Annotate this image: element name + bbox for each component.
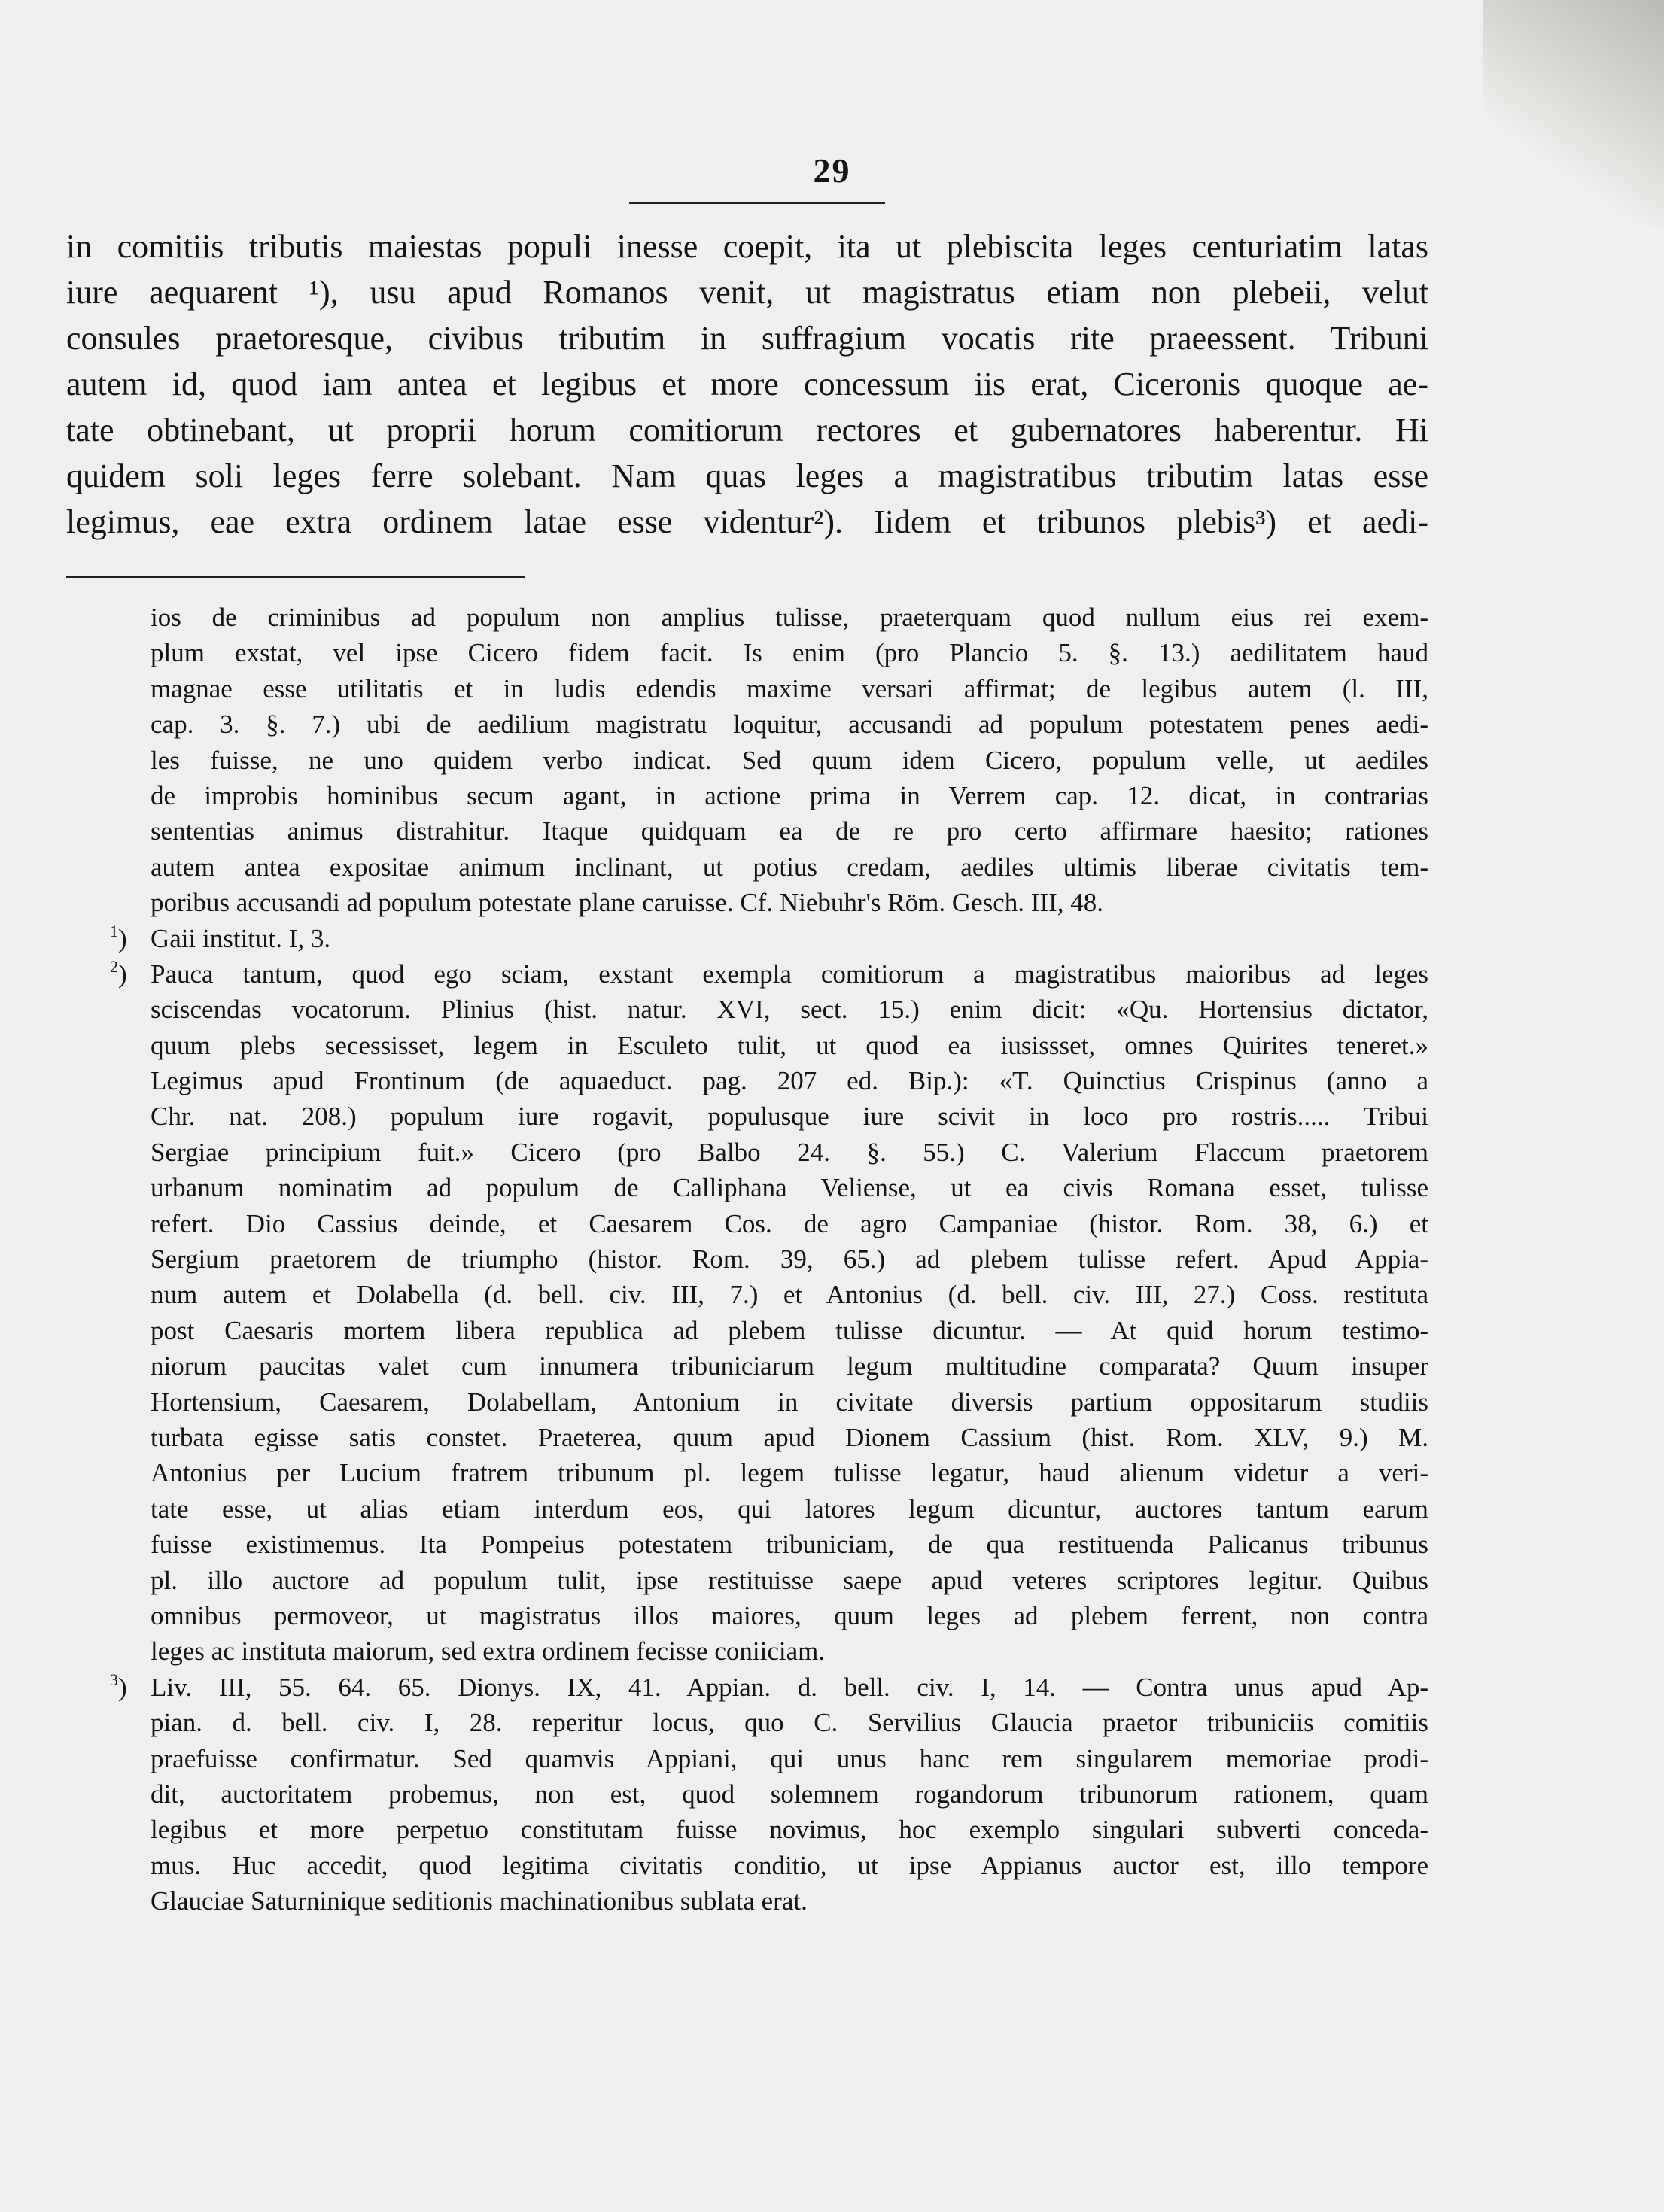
page-number: 29 xyxy=(813,151,851,190)
footnote-line: legibus et more perpetuo constitutam fuisse novimus, hoc exemplo singulari subverti conceda- xyxy=(151,1815,1428,1845)
footnote-separator xyxy=(66,576,525,578)
footnote-line: les fuisse, ne uno quidem verbo indicat. Sed quum idem Cicero, populum velle, ut aediles xyxy=(151,745,1428,775)
main-text xyxy=(66,223,1428,545)
footnote-line: Hortensium, Caesarem, Dolabellam, Antonium in civitate diversis partium oppositarum studiis xyxy=(151,1387,1428,1417)
footnote-line: dit, auctoritatem probemus, non est, quod solemnem rogandorum tribunorum rationem, quam xyxy=(151,1779,1428,1809)
footnote-line: Pauca tantum, quod ego sciam, exstant exempla comitiorum a magistratibus maioribus ad leges xyxy=(151,959,1428,989)
footnote-line: Antonius per Lucium fratrem tribunum pl. legem tulisse legatur, haud alienum videtur a veri- xyxy=(151,1458,1428,1488)
footnote-line: pian. d. bell. civ. I, 28. reperitur locus, quo C. Servilius Glaucia praetor tribuniciis comitiis xyxy=(151,1708,1428,1738)
footnote-line: pl. illo auctore ad populum tulit, ipse restituisse saepe apud veteres scriptores legitur. Quibus xyxy=(151,1565,1428,1595)
footnote-1 xyxy=(66,921,1428,956)
footnote-line: cap. 3. §. 7.) ubi de aedilium magistratu loquitur, accusandi ad populum potestatem penes aedi- xyxy=(151,709,1428,740)
footnote-line: quum plebs secessisset, legem in Esculeto tulit, ut quod ea iusissset, omnes Quirites teneret.» xyxy=(151,1030,1428,1060)
footnote-line: Legimus apud Frontinum (de aquaeduct. pag. 207 ed. Bip.): «T. Quinctius Crispinus (anno a xyxy=(151,1066,1428,1096)
footnote-line: turbata egisse satis constet. Praeterea, quum apud Dionem Cassium (hist. Rom. XLV, 9.) M. xyxy=(151,1422,1428,1452)
footnote-line: urbanum nominatim ad populum de Calliphana Veliense, ut ea civis Romana esset, tulisse xyxy=(151,1173,1428,1203)
footnote-line: refert. Dio Cassius deinde, et Caesarem Cos. de agro Campaniae (histor. Rom. 38, 6.) et xyxy=(151,1208,1428,1238)
footnote-marker: $^3$) xyxy=(110,1670,127,1702)
main-text-line: consules praetoresque, civibus tributim in suffragium vocatis rite praeessent. Tribuni xyxy=(66,320,1428,357)
footnote-line: Gaii institut. I, 3. xyxy=(151,923,331,953)
footnote-line: num autem et Dolabella (d. bell. civ. III, 7.) et Antonius (d. bell. civ. III, 27.) Coss. restituta xyxy=(151,1280,1428,1310)
footnote-line: Chr. nat. 208.) populum iure rogavit, populusque iure scivit in loco pro rostris..... Tribui xyxy=(151,1101,1428,1132)
footnote-line: mus. Huc accedit, quod legitima civitatis conditio, ut ipse Appianus auctor est, illo tempore xyxy=(151,1850,1428,1880)
footnote-line: sciscendas vocatorum. Plinius (hist. natur. XVI, sect. 15.) enim dicit: «Qu. Hortensius dictator, xyxy=(151,995,1428,1025)
footnote-line: leges ac instituta maiorum, sed extra ordinem fecisse coniiciam. xyxy=(151,1636,826,1667)
footnote-line: Sergium praetorem de triumpho (histor. Rom. 39, 65.) ad plebem tulisse refert. Apud Appia- xyxy=(151,1244,1428,1275)
main-text-line: tate obtinebant, ut proprii horum comitiorum rectores et gubernatores haberentur. Hi xyxy=(66,412,1428,448)
footnote-line: Sergiae principium fuit.» Cicero (pro Balbo 24. §. 55.) C. Valerium Flaccum praetorem xyxy=(151,1137,1428,1167)
footnote-line: sententias animus distrahitur. Itaque quidquam ea de re pro certo affirmare haesito; rationes xyxy=(151,816,1428,846)
footnote-line: Liv. III, 55. 64. 65. Dionys. IX, 41. Appian. d. bell. civ. I, 14. — Contra unus apud Ap- xyxy=(151,1672,1428,1702)
footnote-line: fuisse existimemus. Ita Pompeius potestatem tribuniciam, de qua restituenda Palicanus tribunus xyxy=(151,1530,1428,1560)
footnote-marker: $^1$) xyxy=(110,921,127,953)
main-text-line: autem id, quod iam antea et legibus et more concessum iis erat, Ciceronis quoque ae- xyxy=(66,366,1428,403)
footnote-2 xyxy=(66,956,1428,1670)
footnote-line: magnae esse utilitatis et in ludis edendis maxime versari affirmat; de legibus autem (l. III, xyxy=(151,673,1428,703)
footnote-line: praefuisse confirmatur. Sed quamvis Appiani, qui unus hanc rem singularem memoriae prodi- xyxy=(151,1743,1428,1773)
footnote-line: de improbis hominibus secum agant, in actione prima in Verrem cap. 12. dicat, in contrarias xyxy=(151,780,1428,810)
footnote-continuation xyxy=(66,600,1428,921)
footnote-line: plum exstat, vel ipse Cicero fidem facit. Is enim (pro Plancio 5. §. 13.) aedilitatem haud xyxy=(151,638,1428,668)
main-text-line: legimus, eae extra ordinem latae esse videntur²). Iidem et tribunos plebis³) et aedi- xyxy=(66,503,1428,540)
footnote-line: autem antea expositae animum inclinant, ut potius credam, aediles ultimis liberae civitatis tem- xyxy=(151,852,1428,882)
main-text-line: in comitiis tributis maiestas populi inesse coepit, ita ut plebiscita leges centuriatim latas xyxy=(66,228,1428,265)
footnote-line: omnibus permoveor, ut magistratus illos maiores, quum leges ad plebem ferrent, non contra xyxy=(151,1600,1428,1630)
footnotes xyxy=(66,600,1428,1919)
main-text-line: quidem soli leges ferre solebant. Nam quas leges a magistratibus tributim latas esse xyxy=(66,457,1428,494)
footnote-line: niorum paucitas valet cum innumera tribuniciarum legum multitudine comparata? Quum insuper xyxy=(151,1351,1428,1381)
footnote-line: post Caesaris mortem libera republica ad plebem tulisse dicuntur. — At quid horum testimo- xyxy=(151,1315,1428,1345)
footnote-3 xyxy=(66,1670,1428,1919)
page-corner-shadow xyxy=(1483,0,1664,226)
main-text-line: iure aequarent ¹), usu apud Romanos venit, ut magistratus etiam non plebeii, velut xyxy=(66,274,1428,311)
footnote-marker: $^2$) xyxy=(110,956,127,989)
footnote-line: poribus accusandi ad populum potestate plane caruisse. Cf. Niebuhr's Röm. Gesch. III, 48. xyxy=(151,888,1103,918)
footnote-line: Glauciae Saturninique seditionis machinationibus sublata erat. xyxy=(151,1886,808,1916)
footnote-line: ios de criminibus ad populum non amplius tulisse, praeterquam quod nullum eius rei exem- xyxy=(151,603,1428,632)
footnote-line: tate esse, ut alias etiam interdum eos, qui latores legum dicuntur, auctores tantum earum xyxy=(151,1493,1428,1524)
page-number-rule xyxy=(629,202,885,204)
